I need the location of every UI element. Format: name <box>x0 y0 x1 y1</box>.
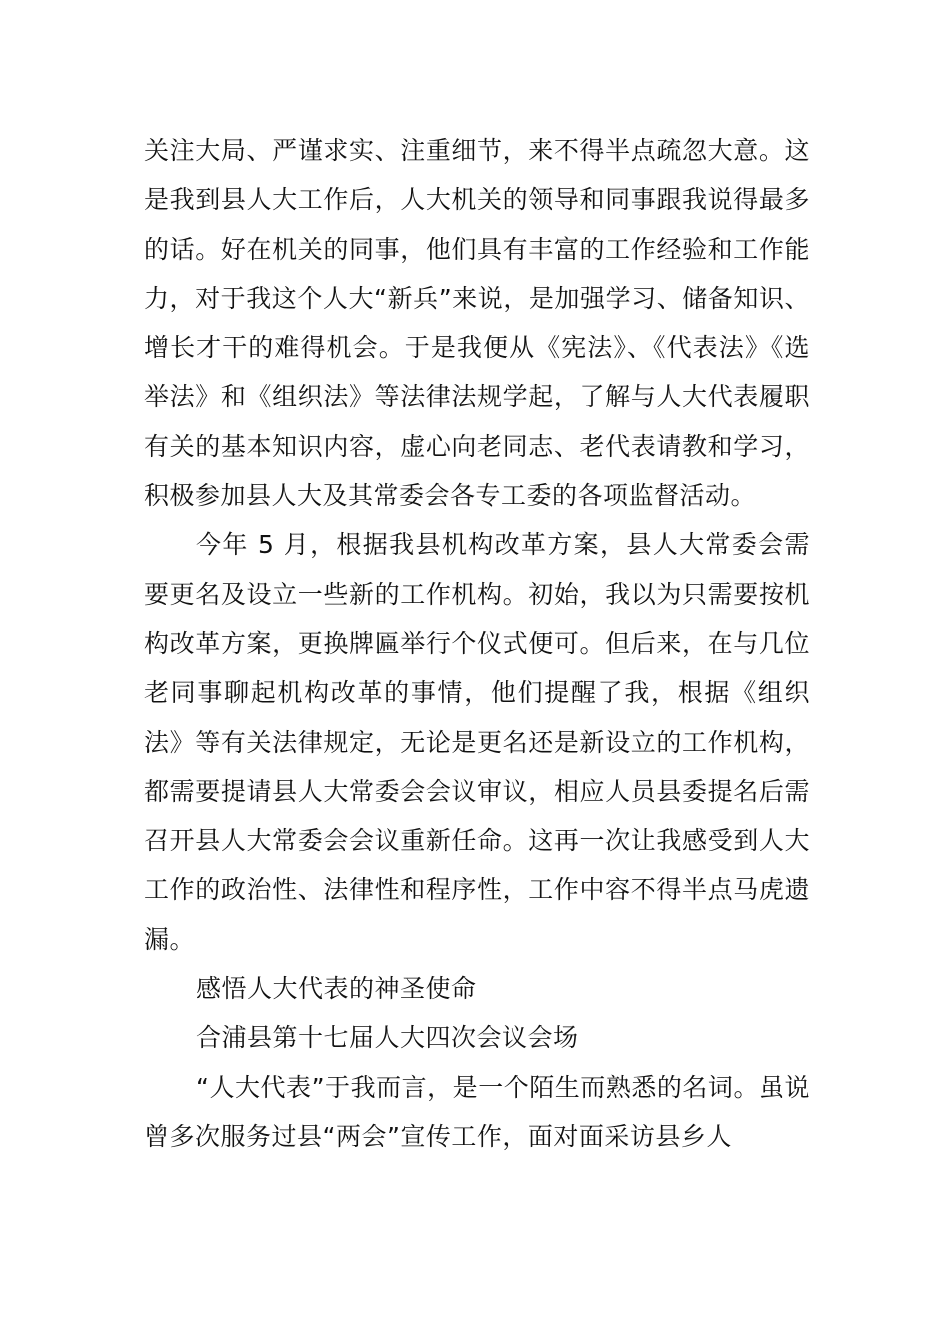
paragraph-2: 今年 5 月，根据我县机构改革方案，县人大常委会需要更名及设立一些新的工作机构。初始，我以为只需要按机构改革方案，更换牌匾举行个仪式便可。但后来，在与几位老同事聊起机构改革的事情，他们提醒了我，根据《组织法》等有关法律规定，无论是更名还是新设立的工作机构，都需要提请县人大常委会会议审议，相应人员县委提名后需召开县人大常委会会议重新任命。这再一次让我感受到人大工作的政治性、法律性和程序性，工作中容不得半点马虎遗漏。 <box>144 530 810 954</box>
section-heading: 感悟人大代表的神圣使命 <box>196 974 477 1004</box>
image-caption: 合浦县第十七届人大四次会议会场 <box>196 1023 579 1053</box>
paragraph-3: “人大代表”于我而言，是一个陌生而熟悉的名词。虽说曾多次服务过县“两会”宣传工作，面对面采访县乡人 <box>144 1072 810 1151</box>
document-body <box>144 126 810 1161</box>
paragraph-1: 关注大局、严谨求实、注重细节，来不得半点疏忽大意。这是我到县人大工作后，人大机关的领导和同事跟我说得最多的话。好在机关的同事，他们具有丰富的工作经验和工作能力，对于我这个人大“新兵”来说，是加强学习、储备知识、增长才干的难得机会。于是我便从《宪法》、《代表法》《选举法》和《组织法》等法律法规学起，了解与人大代表履职有关的基本知识内容，虚心向老同志、老代表请教和学习，积极参加县人大及其常委会各专工委的各项监督活动。 <box>144 136 810 511</box>
